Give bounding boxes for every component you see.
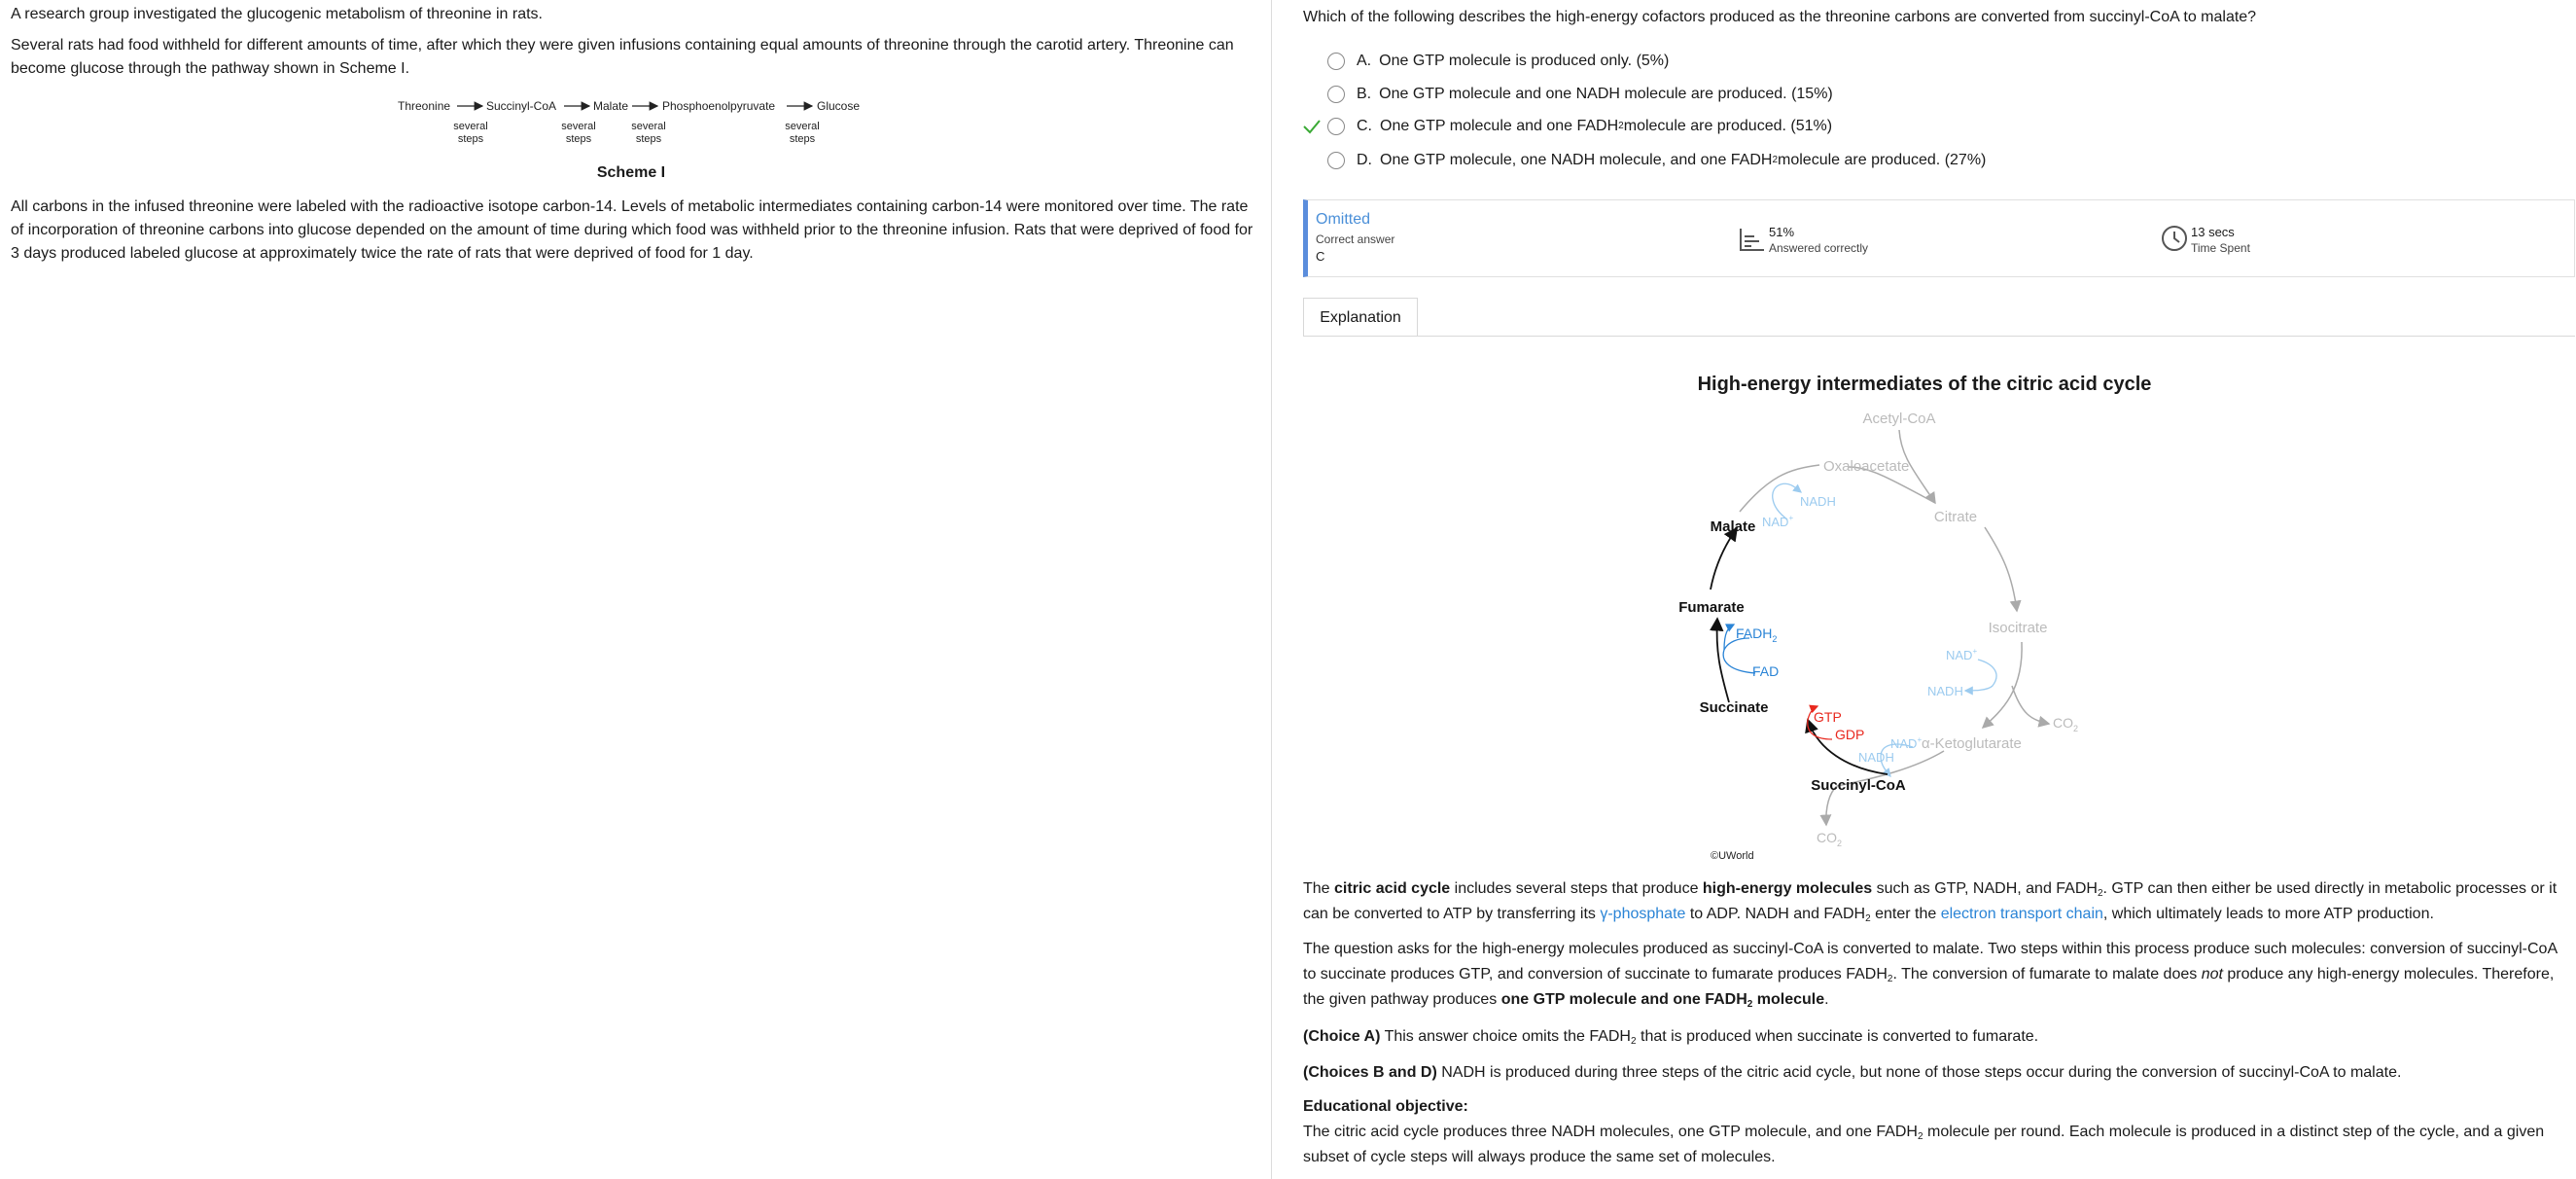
bar-chart-icon [1738,225,1767,254]
question-pane [1273,0,2576,1179]
scheme-title: Scheme I [596,164,666,181]
scheme-step-label: steps [565,133,592,145]
explanation-choice-a: (Choice A) This answer choice omits the $FADH_2$ that is produced when succinate is converted to fumarate. [1303,1028,2039,1047]
educational-objective: The citric acid cycle produces three NADH molecules, one GTP molecule, and one $FADH_2$ molecule per round. Each molecule is produced in a distinct step of the cycle, and a given subset of cycle steps will always produce the same set of molecules. [1303,1124,2545,1165]
radio-icon[interactable] [1327,86,1345,103]
link-gamma-phosphate[interactable]: γ-phosphate [1600,906,1686,922]
radio-icon[interactable] [1327,152,1345,169]
time-spent-caption: Time Spent [2191,241,2250,255]
educational-objective-title: Educational objective: [1303,1098,1468,1115]
explanation-paragraph-2: The question asks for the high-energy molecules produced as succinyl-CoA is converted to malate. Two steps within this process produce such molecules: conversion of succinyl-CoA to succinate produces GTP, and conversion of succinate to fumarate produces $FADH_2$. The conversion of fumarate to malate does not produce any high-energy molecules. Therefore, the given pathway produces one GTP molecule and one $FADH_2$ molecule. [1303,941,2558,1010]
answer-choice-b[interactable]: B. One GTP molecule and one NADH molecule are produced. (15%) [1327,83,1833,106]
label-nadh: NADH [1800,494,1836,509]
time-spent: 13 secs [2191,225,2235,239]
label-co2: $CO_2$ [1817,830,1843,848]
scheme-compound-pep: Phosphoenolpyruvate [662,99,776,113]
tab-divider [1303,336,2575,337]
scheme-step-label: steps [789,133,816,145]
passage-pane [0,0,1272,1179]
scheme-step-label: several [785,121,820,132]
diagram-title: High-energy intermediates of the citric acid cycle [1697,374,2152,395]
answer-choice-a[interactable]: A. One GTP molecule is produced only. (5%) [1327,50,1669,73]
label-gtp: GTP [1814,709,1842,725]
question-stem: Which of the following describes the high-energy cofactors produced as the threonine carbons are converted from succinyl-CoA to malate? [1303,9,2257,25]
scheme-step-label: several [561,121,596,132]
scheme-compound-glucose: Glucose [817,99,861,113]
correct-answer-caption: Correct answer [1316,232,1395,246]
percent-correct-caption: Answered correctly [1769,241,1869,255]
tab-explanation[interactable]: Explanation [1303,298,1418,337]
node-citrate: Citrate [1933,509,1978,525]
answer-choice-d[interactable]: D. One GTP molecule, one NADH molecule, and one FADH 2 molecule are produced. (27%) [1327,149,1986,172]
node-oxaloacetate: Oxaloacetate [1823,458,1910,475]
label-nadh: NADH [1858,750,1894,765]
link-electron-transport-chain[interactable]: electron transport chain [1940,906,2103,922]
passage-intro: A research group investigated the glucogenic metabolism of threonine in rats. [11,6,543,22]
radio-icon[interactable] [1327,118,1345,135]
node-fumarate: Fumarate [1678,599,1745,616]
clock-icon [2160,224,2189,253]
node-alpha-ketoglutarate: α-Ketoglutarate [1922,735,2022,752]
passage-paragraph-3: All carbons in the infused threonine were labeled with the radioactive isotope carbon-14. Levels of metabolic intermediates containing carbon-14 were monitored over time. The rate of incorporation of threonine carbons into glucose depended on the amount of time during which food was withheld prior to the threonine infusion. Rats that were deprived of food for 3 days produced labeled glucose at approximately twice the rate of rats that were deprived of food for 1 day. [11,198,1253,262]
citric-acid-cycle-diagram [1604,399,2129,856]
scheme-step-label: several [453,121,488,132]
passage-paragraph-2: Several rats had food withheld for different amounts of time, after which they were given infusions containing equal amounts of threonine through the carotid artery. Threonine can become glucose through the pathway shown in Scheme I. [11,37,1234,77]
correct-answer-letter: C [1316,249,1325,264]
label-co2: $CO_2$ [2053,715,2079,733]
answer-status: Omitted [1316,211,1371,228]
percent-correct: 51% [1769,225,1795,239]
label-gdp: GDP [1835,727,1865,742]
label-nad: NAD+ [1890,735,1923,751]
scheme-compound-succinyl-coa: Succinyl-CoA [486,99,557,113]
node-acetyl-coa: Acetyl-CoA [1862,411,1936,427]
scheme-step-label: steps [457,133,484,145]
node-succinate: Succinate [1699,699,1769,716]
label-fad: FAD [1752,663,1780,679]
label-fadh2: $FADH_2$ [1736,625,1778,644]
label-nadh: NADH [1927,684,1963,698]
answer-choice-c[interactable]: C. One GTP molecule and one FADH 2 molecule are produced. (51%) [1327,115,1832,138]
scheme-compound-threonine: Threonine [398,99,451,113]
answer-stats-bar [1303,199,2575,277]
node-succinyl-coa: Succinyl-CoA [1811,777,1906,794]
explanation-paragraph-1: The citric acid cycle includes several steps that produce high-energy molecules such as GTP, NADH, and $FADH_2$. GTP can then either be used directly in metabolic processes or it can be converted to ATP by transferring its γ-phosphate to ADP. NADH and $FADH_2$ enter the electron transport chain, which ultimately leads to more ATP production. [1303,880,2558,924]
node-malate: Malate [1710,518,1756,535]
scheme-compound-malate: Malate [593,99,629,113]
label-nad: NAD+ [1946,647,1978,662]
scheme-step-label: steps [635,133,662,145]
label-nad: NAD+ [1762,514,1794,529]
node-isocitrate: Isocitrate [1988,620,2048,636]
scheme-step-label: several [631,121,666,132]
explanation-choices-b-d: (Choices B and D) NADH is produced during three steps of the citric acid cycle, but none of those steps occur during the conversion of succinyl-CoA to malate. [1303,1064,2402,1081]
correct-check-icon [1302,117,1322,136]
radio-icon[interactable] [1327,53,1345,70]
uworld-credit: ©UWorld [1711,850,1754,862]
